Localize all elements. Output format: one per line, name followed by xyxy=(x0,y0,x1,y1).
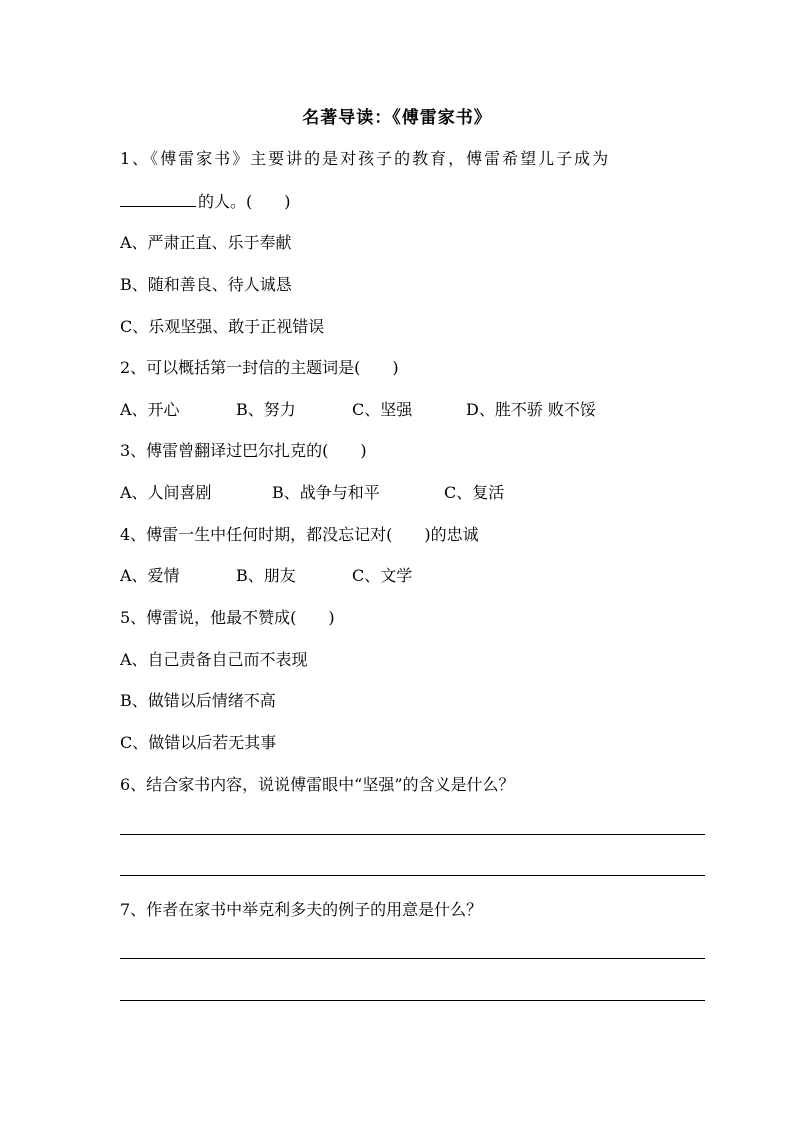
question-1-stem-continued xyxy=(120,190,291,213)
question-3-option-c: C、复活 xyxy=(444,483,505,502)
question-2-option-b: B、努力 xyxy=(236,400,296,419)
question-4-options xyxy=(120,565,412,587)
page-title: 名著导读：《傅雷家书》 xyxy=(302,108,492,128)
question-1-option-c: C、乐观坚强、敢于正视错误 xyxy=(120,317,325,336)
question-2-option-c: C、坚强 xyxy=(352,400,413,419)
answer-line[interactable] xyxy=(120,958,705,959)
answer-line[interactable] xyxy=(120,834,705,835)
fill-in-blank[interactable] xyxy=(120,190,196,207)
question-1-option-a: A、严肃正直、乐于奉献 xyxy=(120,233,292,252)
answer-line[interactable] xyxy=(120,875,705,876)
question-1-option-b: B、随和善良、待人诚恳 xyxy=(120,275,292,294)
question-5-option-b: B、做错以后情绪不高 xyxy=(120,691,276,710)
question-7-stem: 7、作者在家书中举克利多夫的例子的用意是什么？ xyxy=(120,900,483,919)
question-3-stem: 3、傅雷曾翻译过巴尔扎克的( ) xyxy=(120,441,367,460)
question-2-option-d: D、胜不骄 败不馁 xyxy=(466,400,596,419)
question-5-option-a: A、自己责备自己而不表现 xyxy=(120,650,308,669)
question-3-option-a: A、人间喜剧 xyxy=(120,483,212,502)
question-2-options xyxy=(120,399,596,421)
question-4-option-b: B、朋友 xyxy=(236,566,296,585)
question-6-stem: 6、结合家书内容，说说傅雷眼中“坚强”的含义是什么？ xyxy=(120,775,515,794)
question-2-option-a: A、开心 xyxy=(120,400,180,419)
answer-line[interactable] xyxy=(120,1000,705,1001)
question-1-stem: 1、《傅雷家书》主要讲的是对孩子的教育，傅雷希望儿子成为 xyxy=(120,149,611,168)
question-4-option-a: A、爱情 xyxy=(120,566,180,585)
question-2-stem: 2、可以概括第一封信的主题词是( ) xyxy=(120,358,399,377)
question-3-options xyxy=(120,482,504,504)
question-4-option-c: C、文学 xyxy=(352,566,413,585)
question-3-option-b: B、战争与和平 xyxy=(272,483,380,502)
question-1-stem-end: 的人。( ) xyxy=(198,192,291,211)
question-5-option-c: C、做错以后若无其事 xyxy=(120,733,277,752)
question-5-stem: 5、傅雷说，他最不赞成( ) xyxy=(120,608,335,627)
question-4-stem: 4、傅雷一生中任何时期，都没忘记对( )的忠诚 xyxy=(120,525,479,544)
